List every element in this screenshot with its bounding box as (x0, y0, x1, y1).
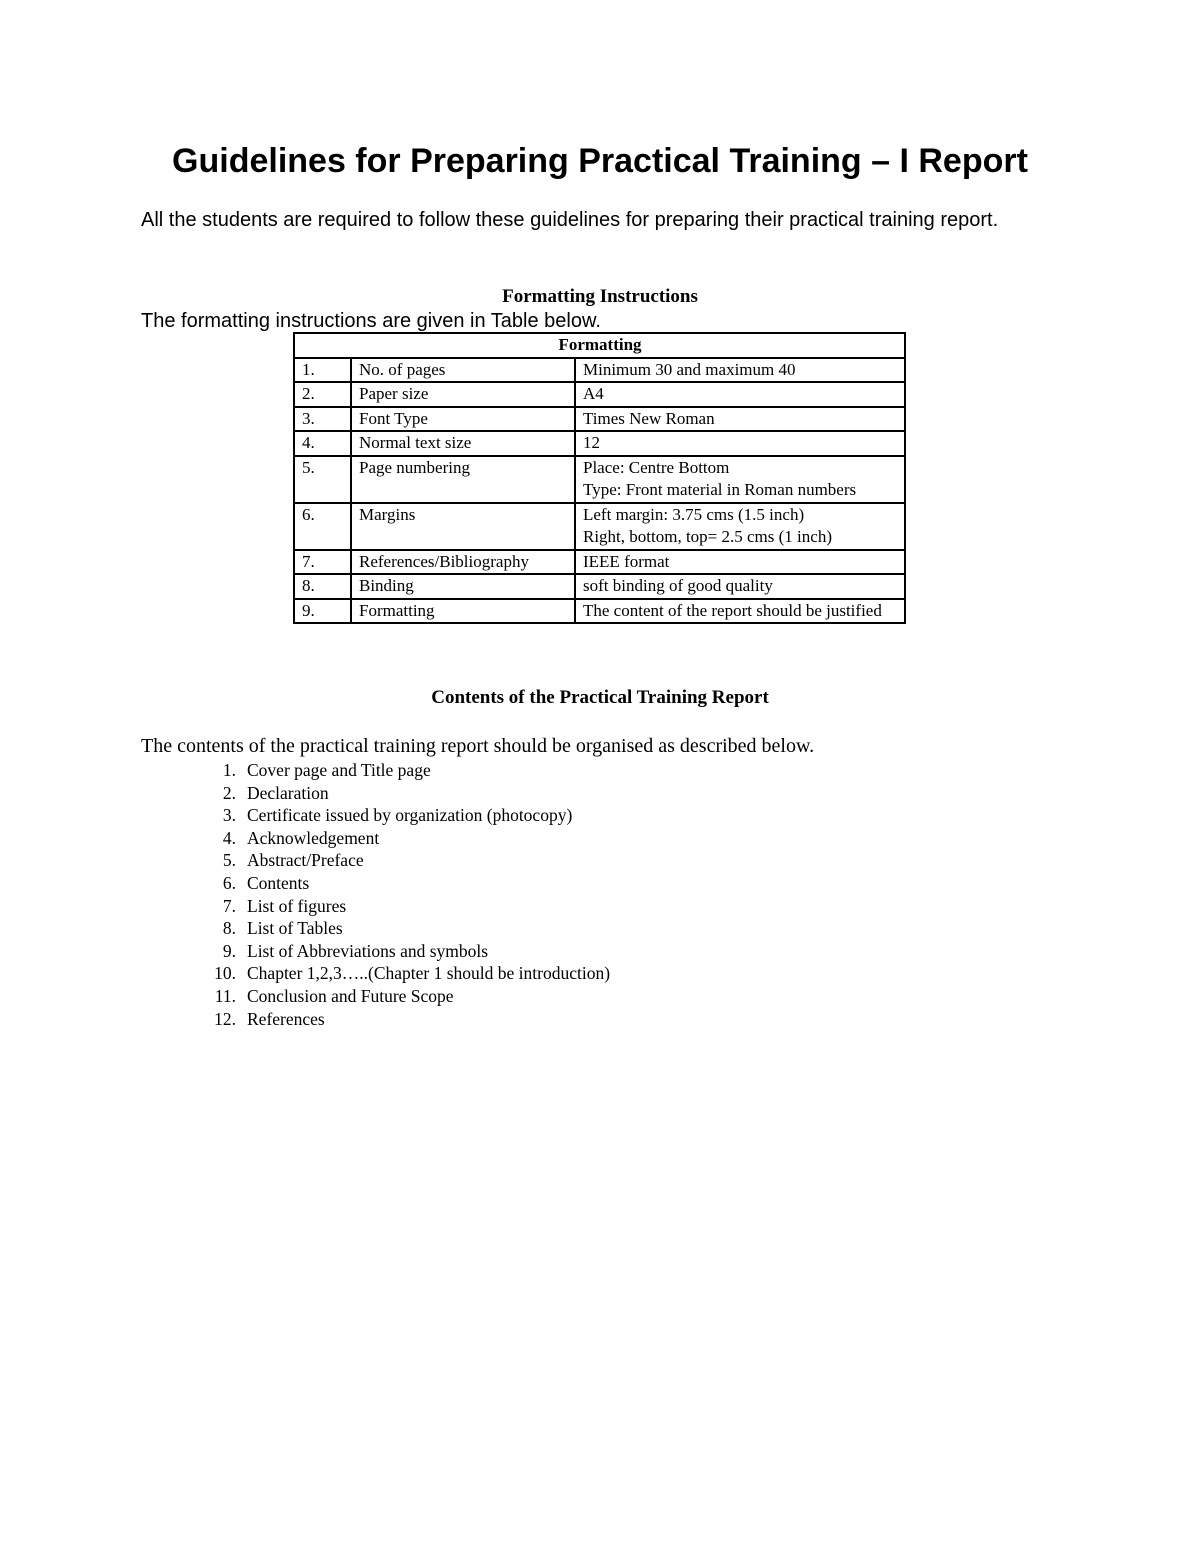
row-value (575, 456, 905, 503)
list-item-number: 3. (222, 805, 236, 826)
list-item (196, 895, 610, 918)
row-value-line: IEEE format (583, 551, 670, 571)
row-item: Formatting (351, 599, 575, 624)
row-value (575, 503, 905, 550)
row-value (575, 574, 905, 599)
row-item: Paper size (351, 382, 575, 407)
row-item: Normal text size (351, 431, 575, 456)
row-value-line: Times New Roman (583, 408, 715, 428)
list-item-number: 12. (214, 1008, 236, 1029)
list-item-number: 8. (222, 918, 236, 939)
row-number: 8. (294, 574, 351, 599)
row-item: Binding (351, 574, 575, 599)
table-row (294, 456, 905, 503)
row-item: No. of pages (351, 358, 575, 383)
list-item-number: 1. (222, 760, 236, 780)
row-number: 4. (294, 431, 351, 456)
list-item-text: Acknowledgement (247, 827, 380, 848)
list-item-text: Cover page and Title page (247, 760, 431, 780)
row-value (575, 550, 905, 575)
list-item (196, 759, 610, 782)
list-item-text: Chapter 1,2,3…..(Chapter 1 should be introduction) (247, 963, 611, 984)
list-item-text: List of figures (247, 895, 347, 916)
formatting-heading: Formatting Instructions (502, 286, 698, 307)
list-item-number: 11. (214, 985, 236, 1006)
list-item (196, 804, 610, 827)
list-item-text: Declaration (247, 782, 329, 803)
list-item (196, 827, 610, 850)
table-body (294, 358, 905, 624)
contents-heading: Contents of the Practical Training Report (431, 687, 769, 708)
list-item-number: 10. (214, 963, 236, 984)
row-item: Font Type (351, 407, 575, 432)
table-row (294, 431, 905, 456)
table-row (294, 599, 905, 624)
row-value-line: soft binding of good quality (583, 576, 773, 595)
table-row (294, 550, 905, 575)
intro-paragraph: All the students are required to follow these guidelines for preparing their practical training report. (141, 209, 999, 231)
list-item-number: 4. (222, 827, 236, 848)
row-number: 5. (294, 456, 351, 503)
list-item (196, 962, 610, 985)
row-number: 7. (294, 550, 351, 575)
row-item: Page numbering (351, 456, 575, 503)
list-item-text: Conclusion and Future Scope (247, 985, 454, 1006)
row-value-line: Left margin: 3.75 cms (1.5 inch) (583, 504, 805, 524)
contents-intro-text: The contents of the practical training report should be organised as described below. (141, 735, 815, 757)
row-value-line: Minimum 30 and maximum 40 (583, 359, 796, 379)
list-item-text: List of Abbreviations and symbols (247, 940, 489, 961)
row-number: 9. (294, 599, 351, 624)
contents-list (196, 759, 610, 1030)
row-number: 1. (294, 358, 351, 383)
list-item (196, 1008, 610, 1031)
row-value-line: Right, bottom, top= 2.5 cms (1 inch) (583, 527, 832, 546)
list-item-text: Certificate issued by organization (photocopy) (247, 805, 573, 826)
row-number: 2. (294, 382, 351, 407)
row-value (575, 382, 905, 407)
list-item-text: Contents (247, 872, 310, 893)
list-item-number: 9. (222, 940, 236, 961)
list-item-text: References (247, 1008, 325, 1029)
list-item-number: 6. (222, 872, 236, 893)
list-item (196, 940, 610, 963)
list-item-number: 7. (222, 895, 236, 916)
page-title: Guidelines for Preparing Practical Training – I Report (172, 142, 1028, 180)
row-value-line: 12 (583, 433, 600, 452)
list-item-text: Abstract/Preface (247, 850, 364, 871)
row-value-line: Type: Front material in Roman numbers (583, 480, 857, 499)
row-number: 3. (294, 407, 351, 432)
list-item (196, 872, 610, 895)
list-item-number: 2. (222, 782, 236, 803)
row-value (575, 431, 905, 456)
formatting-table (293, 332, 906, 624)
row-item: References/Bibliography (351, 550, 575, 575)
row-item: Margins (351, 503, 575, 550)
list-item (196, 849, 610, 872)
row-number: 6. (294, 503, 351, 550)
table-row (294, 382, 905, 407)
row-value-line: A4 (583, 384, 604, 403)
table-row (294, 358, 905, 383)
list-item-text: List of Tables (247, 918, 343, 939)
list-item (196, 917, 610, 940)
list-item (196, 985, 610, 1008)
row-value (575, 599, 905, 624)
table-intro-text: The formatting instructions are given in Table below. (141, 310, 601, 332)
row-value-line: Place: Centre Bottom (583, 457, 730, 477)
row-value (575, 407, 905, 432)
table-header-cell: Formatting (294, 333, 905, 358)
table-row (294, 574, 905, 599)
table-header-row (294, 333, 905, 358)
list-item-number: 5. (222, 850, 236, 871)
row-value (575, 358, 905, 383)
row-value-line: The content of the report should be justified (583, 600, 882, 620)
table-row (294, 503, 905, 550)
list-item (196, 782, 610, 805)
table-row (294, 407, 905, 432)
